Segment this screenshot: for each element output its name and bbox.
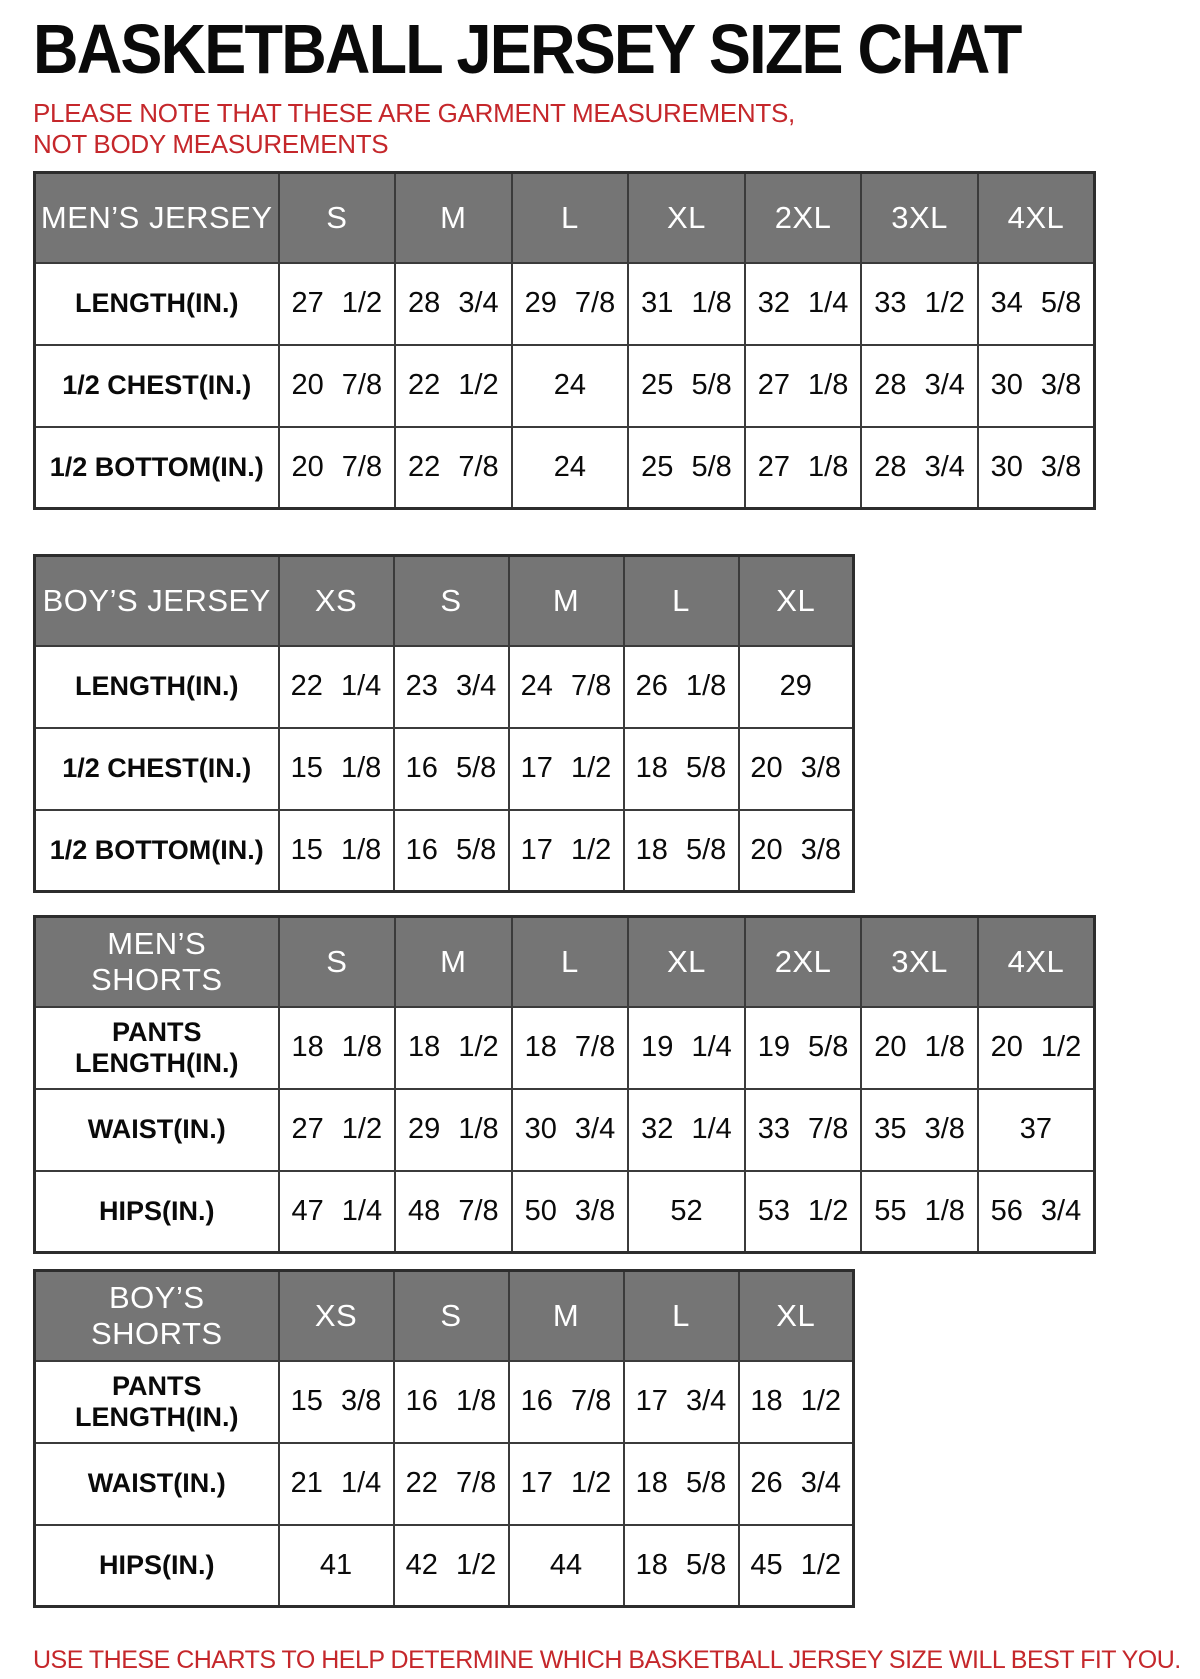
measurement-value: 48 7/8	[395, 1171, 512, 1253]
table-row	[35, 810, 854, 892]
measurement-value: 19 5/8	[745, 1007, 862, 1089]
measurement-value: 18 5/8	[624, 1525, 739, 1607]
measurement-value: 52	[628, 1171, 745, 1253]
row-label: HIPS(IN.)	[35, 1171, 279, 1253]
size-column-header: 4XL	[978, 173, 1095, 263]
measurement-value: 53 1/2	[745, 1171, 862, 1253]
size-column-header: M	[395, 173, 512, 263]
measurement-value: 41	[279, 1525, 394, 1607]
measurement-value: 20 1/2	[978, 1007, 1095, 1089]
measurement-value: 42 1/2	[394, 1525, 509, 1607]
row-label: LENGTH(IN.)	[35, 263, 279, 345]
measurement-value: 17 1/2	[509, 728, 624, 810]
mens-shorts-header-row	[35, 917, 1095, 1007]
row-label: HIPS(IN.)	[35, 1525, 279, 1607]
size-column-header: XS	[279, 1271, 394, 1361]
measurement-value: 25 5/8	[628, 345, 745, 427]
size-column-header: 3XL	[861, 917, 978, 1007]
measurement-value: 16 5/8	[394, 810, 509, 892]
measurement-value: 23 3/4	[394, 646, 509, 728]
size-tables-container	[33, 171, 1170, 1608]
measurement-value: 18 5/8	[624, 1443, 739, 1525]
table-row	[35, 1443, 854, 1525]
measurement-value: 37	[978, 1089, 1095, 1171]
size-column-header: L	[512, 173, 629, 263]
measurement-value: 28 3/4	[395, 263, 512, 345]
mens-shorts-table-title: MEN’S SHORTS	[35, 917, 279, 1007]
size-column-header: XL	[628, 917, 745, 1007]
best-fit-note: USE THESE CHARTS TO HELP DETERMINE WHICH BASKETBALL JERSEY SIZE WILL BEST FIT YOU.	[33, 1646, 1181, 1675]
boys-jersey-header-row	[35, 556, 854, 646]
table-row	[35, 1171, 1095, 1253]
row-label: 1/2 BOTTOM(IN.)	[35, 427, 279, 509]
measurement-value: 32 1/4	[745, 263, 862, 345]
table-row	[35, 1361, 854, 1443]
table-row	[35, 646, 854, 728]
size-column-header: 2XL	[745, 173, 862, 263]
table-row	[35, 1007, 1095, 1089]
mens-jersey-table-title: MEN’S JERSEY	[35, 173, 279, 263]
measurement-value: 22 7/8	[395, 427, 512, 509]
measurement-value: 16 5/8	[394, 728, 509, 810]
measurement-value: 20 7/8	[279, 427, 396, 509]
measurement-value: 17 1/2	[509, 1443, 624, 1525]
boys-jersey-table-title: BOY’S JERSEY	[35, 556, 279, 646]
size-column-header: 3XL	[861, 173, 978, 263]
measurement-value: 31 1/8	[628, 263, 745, 345]
measurement-value: 18 5/8	[624, 728, 739, 810]
measurement-value: 27 1/8	[745, 427, 862, 509]
row-label: PANTS LENGTH(IN.)	[35, 1007, 279, 1089]
measurement-value: 27 1/2	[279, 1089, 396, 1171]
measurement-value: 27 1/2	[279, 263, 396, 345]
measurement-value: 18 1/8	[279, 1007, 396, 1089]
measurement-value: 29	[739, 646, 854, 728]
measurement-value: 25 5/8	[628, 427, 745, 509]
table-row	[35, 728, 854, 810]
row-label: LENGTH(IN.)	[35, 646, 279, 728]
table-row	[35, 1525, 854, 1607]
measurement-value: 18 5/8	[624, 810, 739, 892]
measurement-value: 16 7/8	[509, 1361, 624, 1443]
measurement-value: 16 1/8	[394, 1361, 509, 1443]
measurement-value: 29 1/8	[395, 1089, 512, 1171]
measurement-value: 15 3/8	[279, 1361, 394, 1443]
measurement-value: 22 7/8	[394, 1443, 509, 1525]
measurement-value: 22 1/4	[279, 646, 394, 728]
size-column-header: S	[279, 917, 396, 1007]
measurement-value: 20 3/8	[739, 810, 854, 892]
measurement-value: 30 3/4	[512, 1089, 629, 1171]
size-column-header: 4XL	[978, 917, 1095, 1007]
measurement-value: 22 1/2	[395, 345, 512, 427]
row-label: WAIST(IN.)	[35, 1443, 279, 1525]
measurement-value: 30 3/8	[978, 345, 1095, 427]
measurement-value: 56 3/4	[978, 1171, 1095, 1253]
measurement-value: 20 7/8	[279, 345, 396, 427]
boys-shorts-header-row	[35, 1271, 854, 1361]
measurement-value: 18 1/2	[395, 1007, 512, 1089]
mens-jersey-table	[33, 171, 1096, 510]
measurement-value: 29 7/8	[512, 263, 629, 345]
measurement-value: 28 3/4	[861, 345, 978, 427]
measurement-value: 17 1/2	[509, 810, 624, 892]
size-column-header: L	[512, 917, 629, 1007]
size-column-header: XL	[739, 556, 854, 646]
size-column-header: M	[509, 1271, 624, 1361]
size-column-header: M	[395, 917, 512, 1007]
measurement-value: 28 3/4	[861, 427, 978, 509]
measurement-value: 50 3/8	[512, 1171, 629, 1253]
measurement-value: 21 1/4	[279, 1443, 394, 1525]
size-column-header: L	[624, 556, 739, 646]
size-column-header: M	[509, 556, 624, 646]
mens-jersey-header-row	[35, 173, 1095, 263]
measurement-value: 32 1/4	[628, 1089, 745, 1171]
size-column-header: XL	[628, 173, 745, 263]
measurement-value: 26 1/8	[624, 646, 739, 728]
measurement-value: 33 7/8	[745, 1089, 862, 1171]
measurement-value: 19 1/4	[628, 1007, 745, 1089]
row-label: 1/2 BOTTOM(IN.)	[35, 810, 279, 892]
table-row	[35, 1089, 1095, 1171]
measurement-value: 15 1/8	[279, 728, 394, 810]
measurement-value: 44	[509, 1525, 624, 1607]
table-row	[35, 345, 1095, 427]
size-column-header: XL	[739, 1271, 854, 1361]
measurement-value: 18 7/8	[512, 1007, 629, 1089]
size-column-header: XS	[279, 556, 394, 646]
mens-shorts-table	[33, 915, 1096, 1254]
measurement-value: 26 3/4	[739, 1443, 854, 1525]
page-title: BASKETBALL JERSEY SIZE CHAT	[33, 10, 1021, 88]
measurement-value: 15 1/8	[279, 810, 394, 892]
boys-shorts-table-title: BOY’S SHORTS	[35, 1271, 279, 1361]
measurement-value: 34 5/8	[978, 263, 1095, 345]
row-label: WAIST(IN.)	[35, 1089, 279, 1171]
size-column-header: S	[394, 556, 509, 646]
measurement-value: 47 1/4	[279, 1171, 396, 1253]
measurement-value: 55 1/8	[861, 1171, 978, 1253]
measurement-value: 45 1/2	[739, 1525, 854, 1607]
size-column-header: L	[624, 1271, 739, 1361]
row-label: PANTS LENGTH(IN.)	[35, 1361, 279, 1443]
row-label: 1/2 CHEST(IN.)	[35, 345, 279, 427]
measurement-value: 24	[512, 345, 629, 427]
row-label: 1/2 CHEST(IN.)	[35, 728, 279, 810]
garment-measurement-note: PLEASE NOTE THAT THESE ARE GARMENT MEASUREMENTS, NOT BODY MEASUREMENTS	[33, 98, 795, 159]
measurement-value: 20 1/8	[861, 1007, 978, 1089]
measurement-value: 24 7/8	[509, 646, 624, 728]
table-row	[35, 263, 1095, 345]
measurement-value: 30 3/8	[978, 427, 1095, 509]
measurement-value: 27 1/8	[745, 345, 862, 427]
boys-shorts-table	[33, 1269, 855, 1608]
size-column-header: S	[279, 173, 396, 263]
boys-jersey-table	[33, 554, 855, 893]
measurement-value: 33 1/2	[861, 263, 978, 345]
table-row	[35, 427, 1095, 509]
size-column-header: 2XL	[745, 917, 862, 1007]
measurement-value: 24	[512, 427, 629, 509]
measurement-value: 20 3/8	[739, 728, 854, 810]
measurement-value: 35 3/8	[861, 1089, 978, 1171]
size-column-header: S	[394, 1271, 509, 1361]
measurement-value: 17 3/4	[624, 1361, 739, 1443]
measurement-value: 18 1/2	[739, 1361, 854, 1443]
